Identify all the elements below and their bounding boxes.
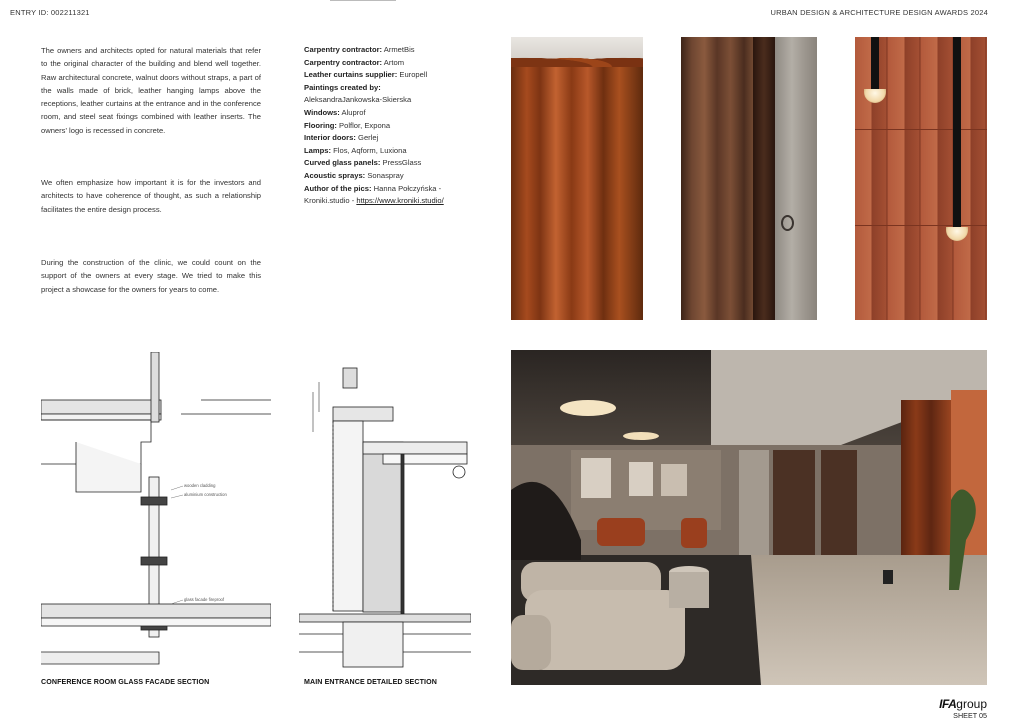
credit-row: Flooring: Polflor, Expona <box>304 120 391 130</box>
leather-curtain-photo <box>511 37 643 320</box>
credit-row: Leather curtains supplier: Europell <box>304 70 428 80</box>
interior-lounge-photo <box>511 350 987 685</box>
credit-row: Carpentry contractor: Artom <box>304 57 405 67</box>
walnut-door-photo <box>681 37 817 320</box>
ifa-group-logo: IFAgroup <box>939 697 987 711</box>
award-title: URBAN DESIGN & ARCHITECTURE DESIGN AWARDS 2024 <box>770 8 988 17</box>
credit-row: Acoustic sprays: Sonaspray <box>304 170 404 180</box>
header-rule <box>330 0 396 1</box>
kroniki-link[interactable]: https://www.kroniki.studio/ <box>356 196 444 206</box>
drawing-note: aluminium construction <box>184 492 227 497</box>
paragraph-construction: During the construction of the clinic, we could count on the support of the owners at every stage. We tried to make this project a showcase for the owners for years to come. <box>41 258 261 294</box>
credit-row: Author of the pics: Hanna Połczyńska - Kroniki.studio - https://www.kroniki.studio/ <box>304 183 444 206</box>
glass-facade-section-drawing <box>41 352 271 670</box>
entry-id: ENTRY ID: 002211321 <box>10 8 90 17</box>
paragraph-materials: The owners and architects opted for natural materials that refer to the original character of the building and blend well together. Raw architectural concrete, walnut doors without straps, a part of the walls made of brick, leather hanging lamps above the receptions, leather curtains at the entrance and in the conference room, and steel seat fixings combined with leather inserts. The owners' logo is recessed in concrete. <box>41 46 261 135</box>
credit-row: Paintings created by: AleksandraJankowska-Skierska <box>304 82 412 105</box>
caption-main-entrance: MAIN ENTRANCE DETAILED SECTION <box>304 678 437 686</box>
drawing-note: wooden cladding <box>184 483 216 488</box>
main-entrance-section-drawing <box>299 352 471 670</box>
credit-row: Carpentry contractor: ArmetBis <box>304 45 415 54</box>
credit-row: Lamps: Flos, Aqform, Luxiona <box>304 145 407 155</box>
credit-row: Curved glass panels: PressGlass <box>304 158 422 168</box>
paragraph-coherence: We often emphasize how important it is for the investors and architects to have coherence of thought, as such a relationship facilitates the entire design process. <box>41 178 261 214</box>
sheet-number: SHEET 05 <box>953 711 987 720</box>
brick-wall-lamps-photo <box>855 37 987 320</box>
credit-row: Windows: Aluprof <box>304 107 366 117</box>
credit-row: Interior doors: Gerlej <box>304 133 379 143</box>
credits-list <box>304 44 474 208</box>
caption-glass-facade: CONFERENCE ROOM GLASS FACADE SECTION <box>41 678 210 686</box>
drawing-note: glass facade fireproof <box>184 597 225 602</box>
